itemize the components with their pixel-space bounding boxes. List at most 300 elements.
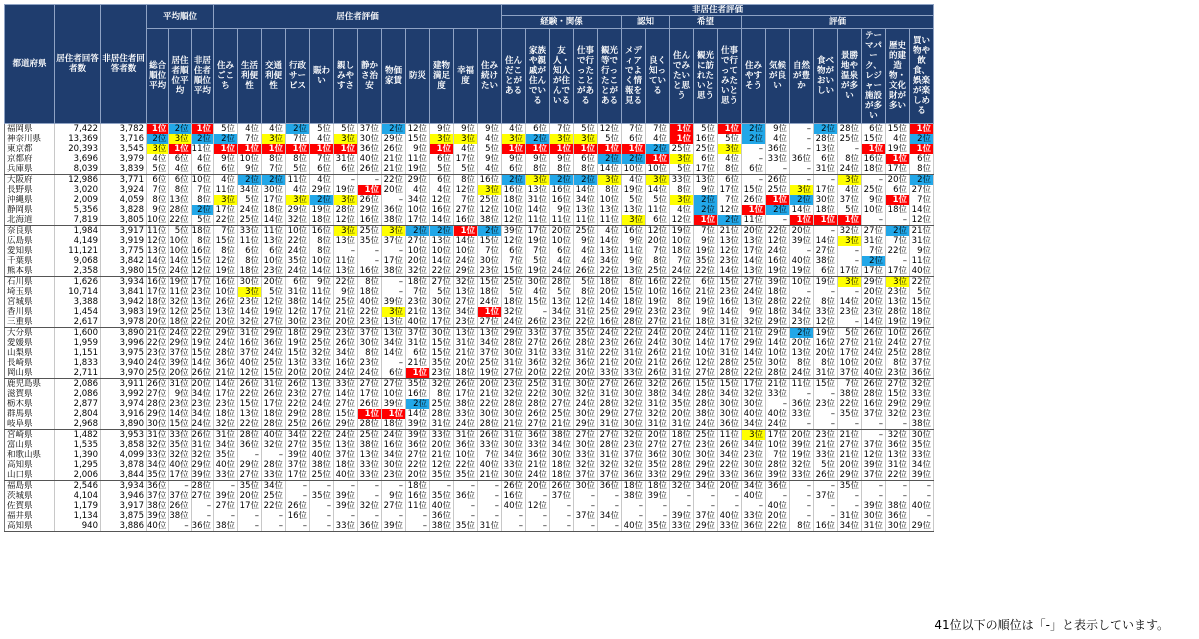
table-cell: 27位 — [837, 338, 861, 348]
table-cell: 30位 — [357, 134, 381, 144]
table-cell: 26位 — [191, 430, 213, 441]
table-cell: 38位 — [169, 511, 191, 521]
table-cell: 6位 — [549, 246, 573, 256]
table-cell: 20位 — [789, 226, 813, 237]
prefecture-name: 和歌山県 — [5, 450, 55, 460]
table-cell: 15位 — [237, 399, 261, 409]
table-cell: 1位 — [741, 205, 765, 215]
table-cell: 28位 — [693, 389, 717, 399]
table-cell: 26位 — [357, 195, 381, 205]
table-cell: 3,917 — [101, 501, 147, 511]
prefecture-name: 香川県 — [5, 307, 55, 317]
col-header-21: 仕事で行ったことがある — [573, 29, 597, 124]
table-cell: 5位 — [429, 287, 453, 297]
table-cell: 25位 — [861, 185, 885, 195]
table-cell: 29位 — [453, 266, 477, 277]
table-cell: 31位 — [169, 379, 191, 390]
table-cell: 33位 — [147, 450, 169, 460]
table-cell: 3,858 — [101, 440, 147, 450]
table-cell: 12位 — [237, 368, 261, 379]
table-cell: 10位 — [885, 328, 909, 339]
table-cell: 40位 — [621, 521, 645, 532]
col-header-15: 建物満足度 — [429, 29, 453, 124]
table-cell: 25位 — [429, 399, 453, 409]
table-cell: 3位 — [213, 195, 237, 205]
table-cell: 9位 — [693, 185, 717, 195]
table-cell: 2位 — [813, 124, 837, 135]
table-cell: 27位 — [597, 430, 621, 441]
table-cell: 12位 — [169, 307, 191, 317]
table-cell: 12位 — [693, 358, 717, 368]
table-cell: 34位 — [213, 440, 237, 450]
table-cell: 3位 — [501, 134, 525, 144]
table-cell: 37位 — [381, 236, 405, 246]
table-cell: 32位 — [645, 409, 669, 419]
table-cell: – — [333, 175, 357, 186]
table-cell: 30位 — [573, 440, 597, 450]
table-cell: 28位 — [191, 481, 213, 492]
table-cell: 14位 — [261, 215, 285, 226]
prefecture-name: 栃木県 — [5, 399, 55, 409]
table-cell: 30位 — [477, 256, 501, 266]
table-cell: 25位 — [525, 379, 549, 390]
table-cell: 34位 — [285, 430, 309, 441]
table-cell: 35位 — [429, 470, 453, 481]
table-row — [5, 215, 934, 226]
table-row — [5, 144, 934, 154]
table-cell: 31位 — [573, 348, 597, 358]
table-cell: 25位 — [261, 491, 285, 501]
table-cell: 32位 — [837, 226, 861, 237]
table-cell: 27位 — [909, 338, 933, 348]
table-cell: 15位 — [885, 389, 909, 399]
table-cell: 33位 — [909, 450, 933, 460]
table-cell: 35位 — [285, 256, 309, 266]
table-cell: 15位 — [909, 297, 933, 307]
table-cell: 3,716 — [101, 134, 147, 144]
table-cell: 10位 — [789, 277, 813, 288]
table-cell: 23位 — [549, 317, 573, 328]
table-cell: 31位 — [501, 430, 525, 441]
table-cell: 14位 — [237, 307, 261, 317]
table-row — [5, 348, 934, 358]
table-cell: 27位 — [597, 379, 621, 390]
table-cell: 14位 — [645, 185, 669, 195]
table-cell: 20位 — [405, 256, 429, 266]
table-cell: 3位 — [621, 215, 645, 226]
table-cell: 12位 — [717, 205, 741, 215]
table-cell: 23位 — [405, 297, 429, 307]
table-cell: 21位 — [477, 470, 501, 481]
table-cell: 8位 — [717, 164, 741, 175]
table-cell: 18位 — [765, 307, 789, 317]
table-cell: 5位 — [261, 287, 285, 297]
table-cell: 3位 — [789, 185, 813, 195]
table-cell: 24位 — [669, 266, 693, 277]
table-cell: 3位 — [381, 307, 405, 317]
table-cell: 1,151 — [55, 348, 101, 358]
table-cell: 19位 — [813, 328, 837, 339]
table-cell: 40位 — [861, 368, 885, 379]
table-cell: 8位 — [573, 287, 597, 297]
table-cell: 11位 — [621, 246, 645, 256]
table-cell: – — [813, 481, 837, 492]
table-cell: 13位 — [789, 348, 813, 358]
table-cell: 12位 — [813, 317, 837, 328]
table-cell: 10位 — [285, 226, 309, 237]
table-cell: 1位 — [837, 215, 861, 226]
table-cell: 26位 — [741, 195, 765, 205]
table-cell: 31位 — [573, 307, 597, 317]
table-row — [5, 185, 934, 195]
table-cell: 23位 — [357, 317, 381, 328]
table-cell: 5位 — [213, 124, 237, 135]
col-header-20: 友人・知人が住んでいる — [549, 29, 573, 124]
table-cell: 13位 — [453, 328, 477, 339]
table-cell: 13位 — [381, 317, 405, 328]
table-cell: 35位 — [309, 440, 333, 450]
table-cell: – — [789, 491, 813, 501]
table-cell: – — [285, 491, 309, 501]
table-cell: 2位 — [309, 195, 333, 205]
table-cell: 2位 — [909, 134, 933, 144]
table-cell: 5位 — [309, 124, 333, 135]
table-cell: 2,086 — [55, 389, 101, 399]
table-cell: 11位 — [789, 379, 813, 390]
table-cell: 30位 — [765, 358, 789, 368]
table-cell: 27位 — [261, 317, 285, 328]
table-cell: 20位 — [885, 175, 909, 186]
table-cell: 2位 — [645, 144, 669, 154]
table-cell: 37位 — [147, 491, 169, 501]
table-cell: – — [909, 491, 933, 501]
table-cell: – — [309, 511, 333, 521]
table-cell: 2位 — [405, 399, 429, 409]
col-header-11: 親しみやすさ — [333, 29, 357, 124]
table-cell: 19位 — [693, 246, 717, 256]
table-cell: 37位 — [861, 440, 885, 450]
table-cell: 24位 — [549, 266, 573, 277]
table-cell: 28位 — [429, 409, 453, 419]
table-cell: 26位 — [357, 164, 381, 175]
table-cell: 26位 — [381, 144, 405, 154]
group-header-nonresident-eval: 非居住者評価 — [501, 5, 933, 16]
table-cell: 4位 — [669, 205, 693, 215]
col-header-22: 観光等で行ったことがある — [597, 29, 621, 124]
table-cell: 5位 — [717, 134, 741, 144]
table-cell: 23位 — [357, 358, 381, 368]
table-cell: 15位 — [333, 409, 357, 419]
table-cell: – — [717, 501, 741, 511]
table-cell: 1位 — [309, 144, 333, 154]
table-cell: 12,986 — [55, 175, 101, 186]
table-cell: 14位 — [169, 409, 191, 419]
table-cell: 30位 — [861, 511, 885, 521]
table-cell: 31位 — [669, 368, 693, 379]
table-cell: 31位 — [333, 154, 357, 164]
table-cell: 18位 — [261, 409, 285, 419]
table-cell: 5位 — [621, 195, 645, 205]
table-cell: 33位 — [237, 226, 261, 237]
table-cell: 3位 — [837, 175, 861, 186]
table-cell: 3,890 — [101, 328, 147, 339]
table-cell: 3位 — [549, 134, 573, 144]
table-cell: 25位 — [357, 226, 381, 237]
table-cell: 29位 — [381, 134, 405, 144]
table-cell: 34位 — [669, 389, 693, 399]
table-cell: 23位 — [309, 317, 333, 328]
table-cell: 18位 — [191, 226, 213, 237]
table-cell: 1位 — [525, 144, 549, 154]
table-cell: – — [549, 501, 573, 511]
table-cell: 5位 — [549, 287, 573, 297]
table-cell: 34位 — [717, 389, 741, 399]
table-cell: 13位 — [453, 287, 477, 297]
table-cell: 7位 — [453, 195, 477, 205]
table-cell: 17位 — [237, 501, 261, 511]
table-cell: 31位 — [453, 338, 477, 348]
table-row — [5, 328, 934, 339]
table-cell: 15位 — [429, 338, 453, 348]
table-cell: 31位 — [213, 430, 237, 441]
table-cell: 7位 — [837, 379, 861, 390]
table-cell: 20位 — [789, 338, 813, 348]
table-cell: 5位 — [477, 144, 501, 154]
table-cell: 27位 — [837, 440, 861, 450]
table-cell: 1位 — [669, 134, 693, 144]
col-header-18: 住んだことがある — [501, 29, 525, 124]
table-cell: 3,696 — [55, 154, 101, 164]
table-cell: 10位 — [405, 205, 429, 215]
table-cell: 30位 — [669, 338, 693, 348]
table-cell: 27位 — [453, 297, 477, 307]
table-cell: 26位 — [645, 348, 669, 358]
table-cell: 26位 — [549, 481, 573, 492]
table-cell: 3位 — [333, 134, 357, 144]
table-cell: – — [309, 521, 333, 532]
table-cell: 10位 — [645, 164, 669, 175]
table-cell: 4位 — [597, 226, 621, 237]
table-cell: 40位 — [477, 460, 501, 470]
table-cell: 3,919 — [101, 236, 147, 246]
table-cell: 10位 — [169, 236, 191, 246]
table-cell: 10位 — [261, 256, 285, 266]
table-cell: 33位 — [645, 470, 669, 481]
table-cell: 15位 — [191, 348, 213, 358]
col-header-31: 食べ物がおいしい — [813, 29, 837, 124]
table-cell: 39位 — [381, 399, 405, 409]
table-cell: – — [789, 501, 813, 511]
table-cell: 19位 — [285, 338, 309, 348]
table-cell: 24位 — [693, 419, 717, 430]
table-cell: 31位 — [405, 338, 429, 348]
table-cell: 23位 — [621, 440, 645, 450]
table-cell: 18位 — [357, 287, 381, 297]
table-cell: 2位 — [191, 134, 213, 144]
prefecture-name: 大分県 — [5, 328, 55, 339]
table-cell: 35位 — [645, 521, 669, 532]
table-cell: 32位 — [501, 389, 525, 399]
table-cell: – — [453, 501, 477, 511]
table-row — [5, 287, 934, 297]
table-cell: – — [621, 501, 645, 511]
table-cell: 38位 — [309, 460, 333, 470]
table-cell: 23位 — [717, 287, 741, 297]
table-cell: 3,911 — [101, 379, 147, 390]
table-cell: 1位 — [357, 185, 381, 195]
table-cell: 32位 — [885, 409, 909, 419]
table-cell: 17位 — [813, 185, 837, 195]
table-cell: 6位 — [525, 124, 549, 135]
table-cell: 12位 — [191, 266, 213, 277]
table-cell: 2位 — [477, 226, 501, 237]
table-cell: 3,953 — [101, 430, 147, 441]
table-cell: 6位 — [261, 246, 285, 256]
table-cell: 26位 — [169, 501, 191, 511]
table-cell: 2位 — [169, 124, 191, 135]
table-cell: 24位 — [213, 338, 237, 348]
table-cell: 24位 — [261, 348, 285, 358]
table-cell: 30位 — [621, 419, 645, 430]
table-row — [5, 124, 934, 135]
table-cell: 3位 — [669, 154, 693, 164]
table-cell: 37位 — [573, 511, 597, 521]
table-cell: 1,626 — [55, 277, 101, 288]
table-cell: 40位 — [405, 317, 429, 328]
table-cell: 3位 — [333, 195, 357, 205]
table-cell: 8位 — [237, 256, 261, 266]
table-cell: 1,984 — [55, 226, 101, 237]
table-cell: 3,978 — [101, 317, 147, 328]
table-cell: 22位 — [213, 215, 237, 226]
table-cell: 25位 — [693, 144, 717, 154]
table-cell: 24位 — [453, 256, 477, 266]
table-cell: 23位 — [861, 307, 885, 317]
table-cell: 27位 — [645, 317, 669, 328]
table-cell: 31位 — [813, 164, 837, 175]
table-cell: – — [357, 246, 381, 256]
prefecture-name: 奈良県 — [5, 226, 55, 237]
table-cell: 21位 — [693, 287, 717, 297]
table-cell: 34位 — [717, 450, 741, 460]
table-cell: 17位 — [453, 154, 477, 164]
table-cell: 34位 — [191, 389, 213, 399]
table-cell: 23位 — [169, 399, 191, 409]
table-cell: 20位 — [169, 368, 191, 379]
table-cell: 36位 — [717, 419, 741, 430]
table-cell: – — [813, 175, 837, 186]
table-row — [5, 379, 934, 390]
table-cell: – — [381, 246, 405, 256]
table-cell: 20位 — [191, 379, 213, 390]
table-cell: 3,828 — [101, 205, 147, 215]
col-header-30: 自然が豊か — [789, 29, 813, 124]
table-cell: 11位 — [909, 256, 933, 266]
table-cell: 13位 — [741, 266, 765, 277]
table-cell: 34位 — [597, 256, 621, 266]
table-cell: 8位 — [525, 164, 549, 175]
table-cell: 16位 — [669, 287, 693, 297]
table-cell: 24位 — [525, 470, 549, 481]
prefecture-name: 熊本県 — [5, 266, 55, 277]
table-cell: 30位 — [381, 460, 405, 470]
table-cell: – — [837, 317, 861, 328]
table-cell: 30位 — [261, 185, 285, 195]
table-cell: 40位 — [357, 297, 381, 307]
table-cell: 24位 — [765, 419, 789, 430]
table-cell: 26位 — [813, 470, 837, 481]
table-cell: 14位 — [525, 205, 549, 215]
table-cell: 27位 — [573, 430, 597, 441]
table-cell: 35位 — [837, 481, 861, 492]
table-cell: 39位 — [285, 450, 309, 460]
table-cell: 17位 — [357, 389, 381, 399]
table-cell: 39位 — [789, 440, 813, 450]
table-cell: 27位 — [645, 440, 669, 450]
table-cell: 9位 — [453, 124, 477, 135]
table-cell: 20位 — [429, 440, 453, 450]
table-cell: – — [405, 511, 429, 521]
table-cell: 17位 — [741, 379, 765, 390]
table-cell: 18位 — [909, 307, 933, 317]
table-cell: 8位 — [789, 358, 813, 368]
table-cell: – — [789, 511, 813, 521]
table-cell: 30位 — [477, 409, 501, 419]
table-cell: 25位 — [765, 185, 789, 195]
table-cell: 3,841 — [101, 287, 147, 297]
table-cell: 39位 — [333, 491, 357, 501]
col-header-16: 幸福度 — [453, 29, 477, 124]
table-cell: 24位 — [169, 266, 191, 277]
table-cell: 30位 — [573, 481, 597, 492]
prefecture-name: 福井県 — [5, 511, 55, 521]
table-cell: 1位 — [789, 215, 813, 226]
table-cell: 17位 — [285, 470, 309, 481]
table-cell: 30位 — [501, 348, 525, 358]
table-cell: 4位 — [717, 154, 741, 164]
table-cell: – — [741, 175, 765, 186]
table-cell: 16位 — [477, 175, 501, 186]
table-cell: – — [765, 215, 789, 226]
table-cell: 29位 — [837, 470, 861, 481]
table-cell: 28位 — [597, 399, 621, 409]
table-cell: 38位 — [621, 491, 645, 501]
table-cell: 31位 — [861, 236, 885, 246]
table-cell: 9位 — [765, 124, 789, 135]
table-cell: – — [837, 491, 861, 501]
table-cell: 36位 — [357, 144, 381, 154]
table-cell: 39位 — [405, 419, 429, 430]
table-cell: 3,942 — [101, 297, 147, 307]
table-cell: 3,844 — [101, 470, 147, 481]
table-cell: 31位 — [285, 287, 309, 297]
table-cell: 12位 — [429, 195, 453, 205]
table-cell: 10位 — [309, 256, 333, 266]
table-cell: 40位 — [717, 511, 741, 521]
table-cell: – — [741, 144, 765, 154]
table-cell: 7位 — [717, 195, 741, 205]
table-cell: 11位 — [405, 154, 429, 164]
table-cell: 7位 — [501, 256, 525, 266]
col-header-13: 物価家賃 — [381, 29, 405, 124]
table-cell: 34位 — [597, 511, 621, 521]
table-cell: 30位 — [525, 277, 549, 288]
table-cell: 3位 — [261, 134, 285, 144]
table-cell: – — [813, 501, 837, 511]
table-cell: 38位 — [837, 389, 861, 399]
table-cell: 3,782 — [101, 124, 147, 135]
table-cell: 30位 — [885, 521, 909, 532]
